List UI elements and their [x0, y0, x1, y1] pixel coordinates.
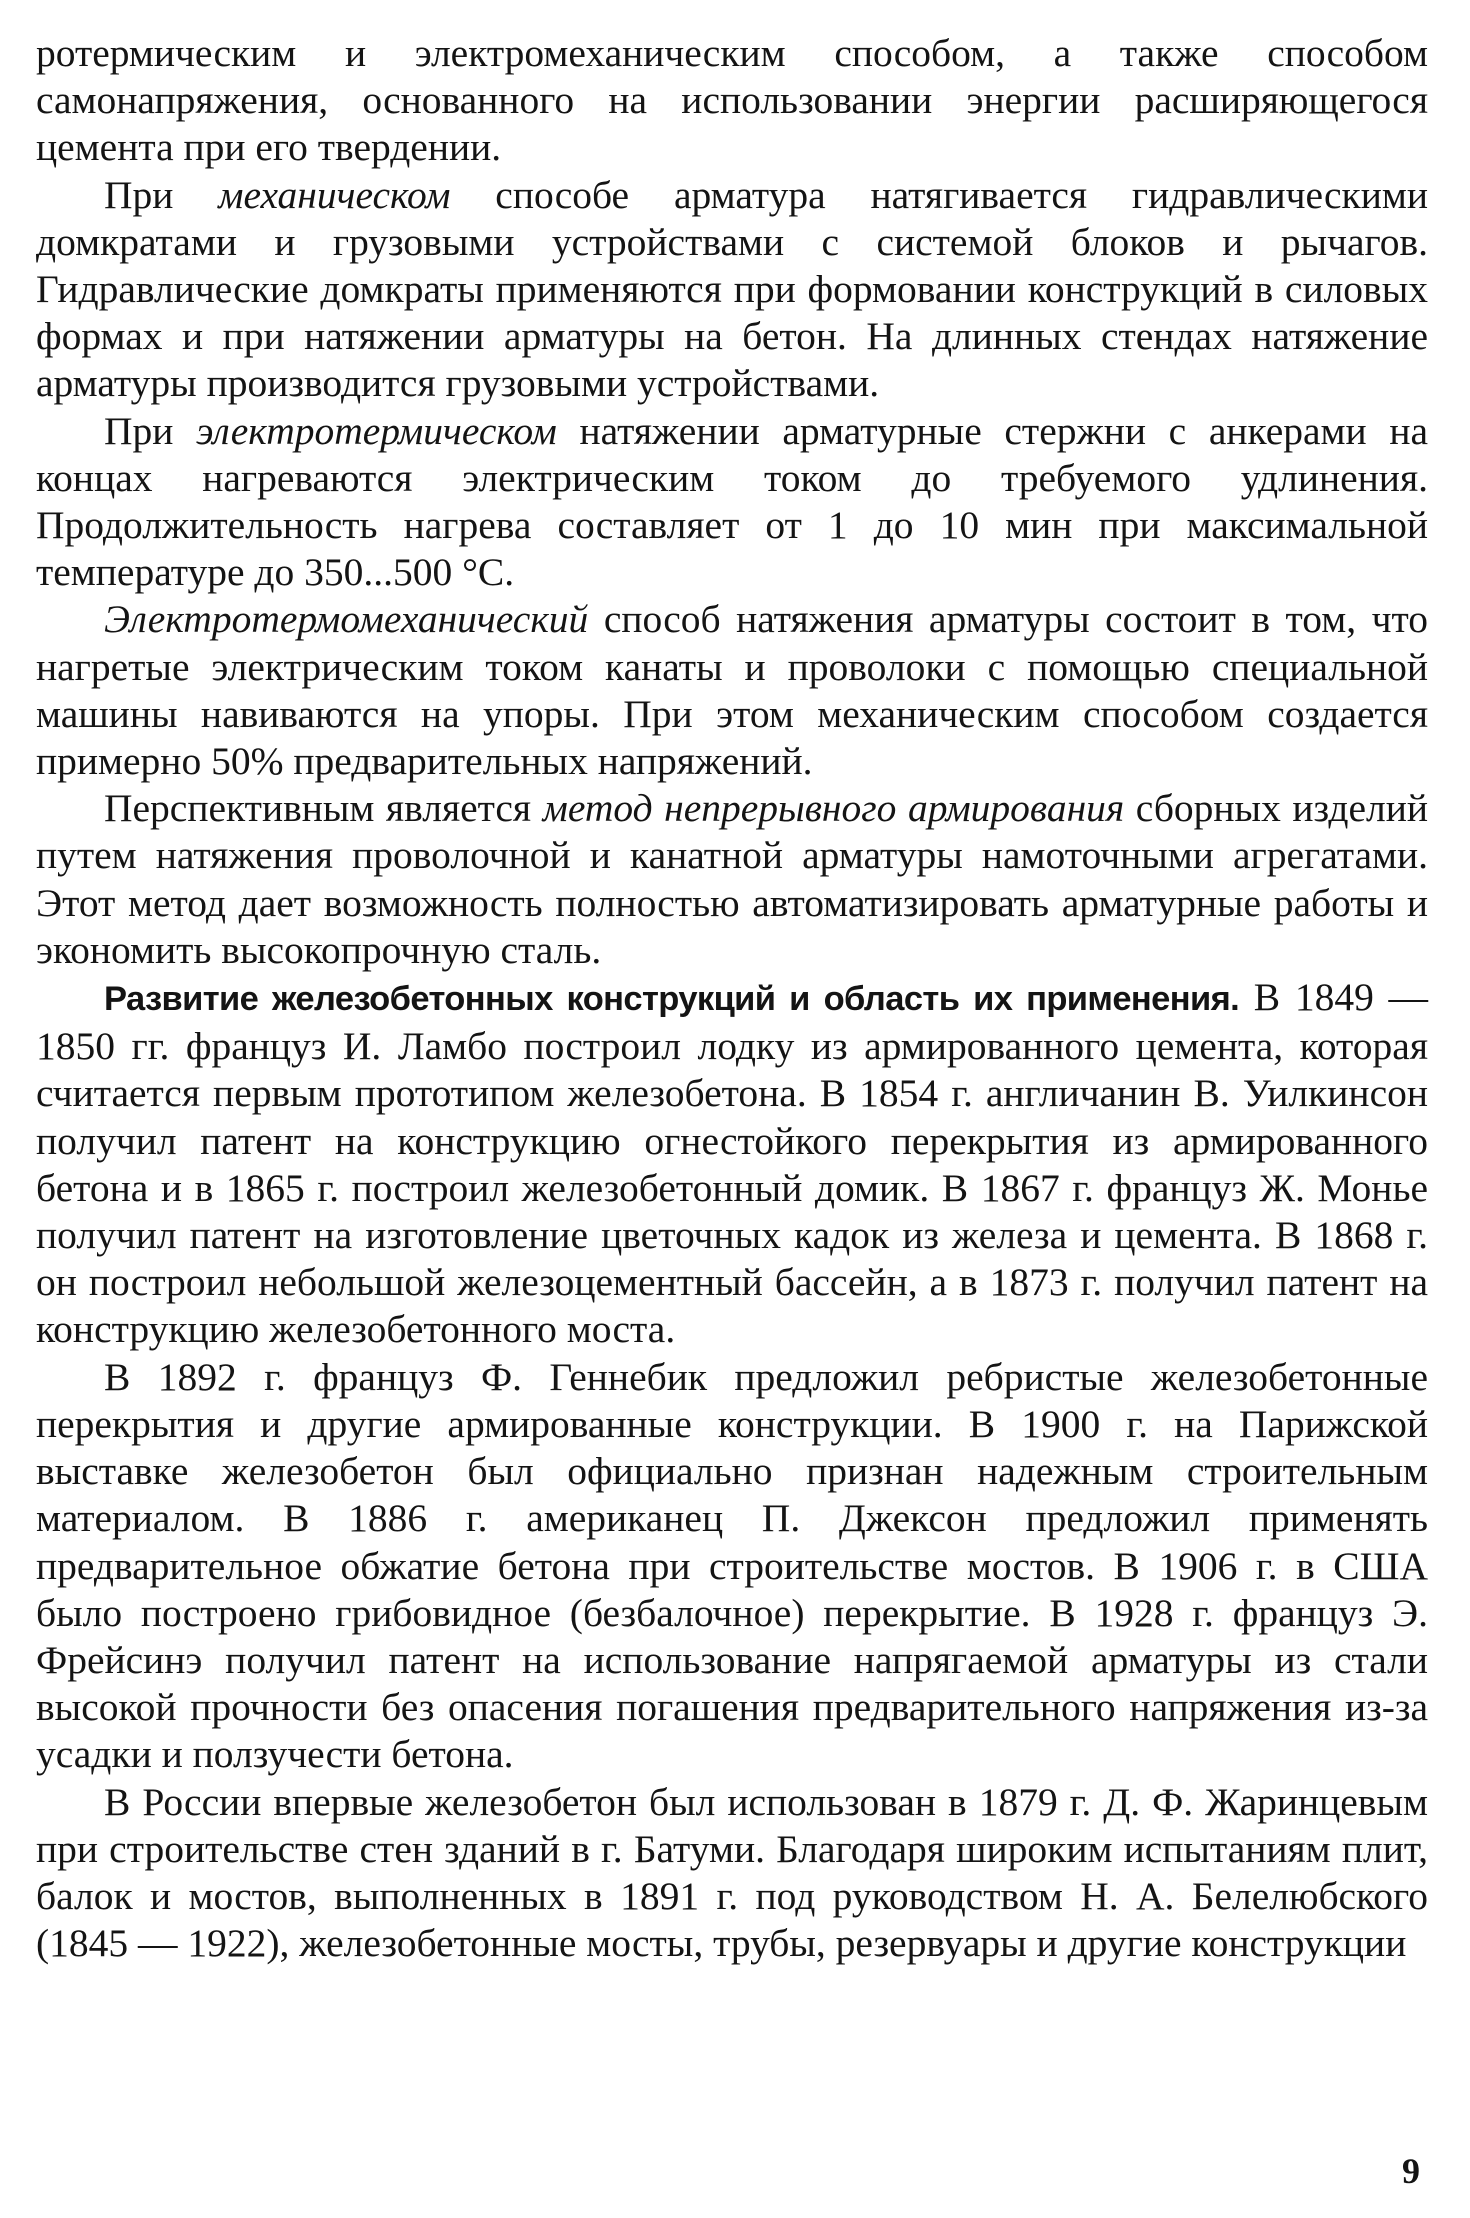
paragraph-text: натяжении арматурные стержни с анкерами на концах нагреваются электрическим током до требуемого удлинения. Продолжительность нагрева составляет от 1 до 10 мин при максимальной температуре до 350...500 °С.: [36, 408, 1428, 595]
paragraph-mechanical-method: [36, 172, 1428, 408]
paragraph-text: сборных изделий путем натяжения проволочной и канатной арматуры намоточными агрегатами. Этот метод дает возможность полностью автоматизировать арматурные работы и экономить высокопрочную сталь.: [36, 786, 1429, 972]
paragraph-text: способ натяжения арматуры состоит в том, что нагретые электрическим током канаты и проволоки с помощью специальной машины навиваются на упоры. При этом механическим способом создается примерно 50% предварительных напряжений.: [36, 597, 1428, 784]
paragraph-history-russia: [36, 1779, 1428, 1968]
paragraph-electrothermomechanical-method: [36, 596, 1428, 785]
paragraph-lead: При: [104, 172, 219, 217]
section-heading: Развитие железобетонных конструкций и область их применения.: [104, 980, 1240, 1019]
italic-term: механическом: [218, 172, 451, 217]
italic-term: электротермическом: [196, 408, 557, 453]
italic-term: метод непрерывного армирования: [542, 786, 1125, 831]
paragraph-electrothermal-method: [36, 408, 1428, 597]
paragraph-text: В 1892 г. француз Ф. Геннебик предложил ребристые железобетонные перекрытия и другие армированные конструкции. В 1900 г. на Парижской выставке железобетон был официально признан надежным строительным материалом. В 1886 г. американец П. Джексон предложил применять предварительное обжатие бетона при строительстве мостов. В 1906 г. в США было построено грибовидное (безбалочное) перекрытие. В 1928 г. француз Э. Фрейсинэ получил патент на использование напрягаемой арматуры из стали высокой прочности без опасения погашения предварительного напряжения из-за усадки и ползучести бетона.: [36, 1354, 1428, 1777]
italic-term: Электротермомеханический: [104, 597, 589, 642]
page-number: 9: [1402, 2151, 1420, 2191]
paragraph-lead: При: [104, 408, 197, 453]
paragraph-text: В 1849 — 1850 гг. француз И. Ламбо построил лодку из армированного цемента, которая считается первым прототипом железобетона. В 1854 г. англичанин В. Уилкинсон получил патент на конструкцию огнестойкого перекрытия из армированного бетона и в 1865 г. построил железобетонный домик. В 1867 г. француз Ж. Монье получил патент на изготовление цветочных кадок из железа и цемента. В 1868 г. он построил небольшой железоцементный бассейн, а в 1873 г. получил патент на конструкцию железобетонного моста.: [36, 975, 1428, 1352]
paragraph-history-heading: [36, 974, 1428, 1354]
paragraph-lead: Перспективным является: [104, 786, 543, 831]
paragraph-text: способе арматура натягивается гидравлическими домкратами и грузовыми устройствами с системой блоков и рычагов. Гидравлические домкраты применяются при формовании конструкций в силовых формах и при натяжении арматуры на бетон. На длинных стендах натяжение арматуры производится грузовыми устройствами.: [36, 172, 1428, 406]
paragraph-text: В России впервые железобетон был использован в 1879 г. Д. Ф. Жаринцевым при строительстве стен зданий в г. Батуми. Благодаря широким испытаниям плит, балок и мостов, выполненных в 1891 г. под руководством Н. А. Белелюбского (1845 — 1922), железобетонные мосты, трубы, резервуары и другие конструкции: [36, 1779, 1428, 1966]
paragraph-continuation: [36, 30, 1428, 172]
paragraph-continuous-reinforcement: [36, 785, 1428, 974]
document-page: [36, 30, 1428, 1967]
paragraph-history-continued: [36, 1354, 1428, 1779]
paragraph-text: ротермическим и электромеханическим способом, а также способом самонапряжения, основанного на использовании энергии расширяющегося цемента при его твердении.: [36, 31, 1428, 170]
